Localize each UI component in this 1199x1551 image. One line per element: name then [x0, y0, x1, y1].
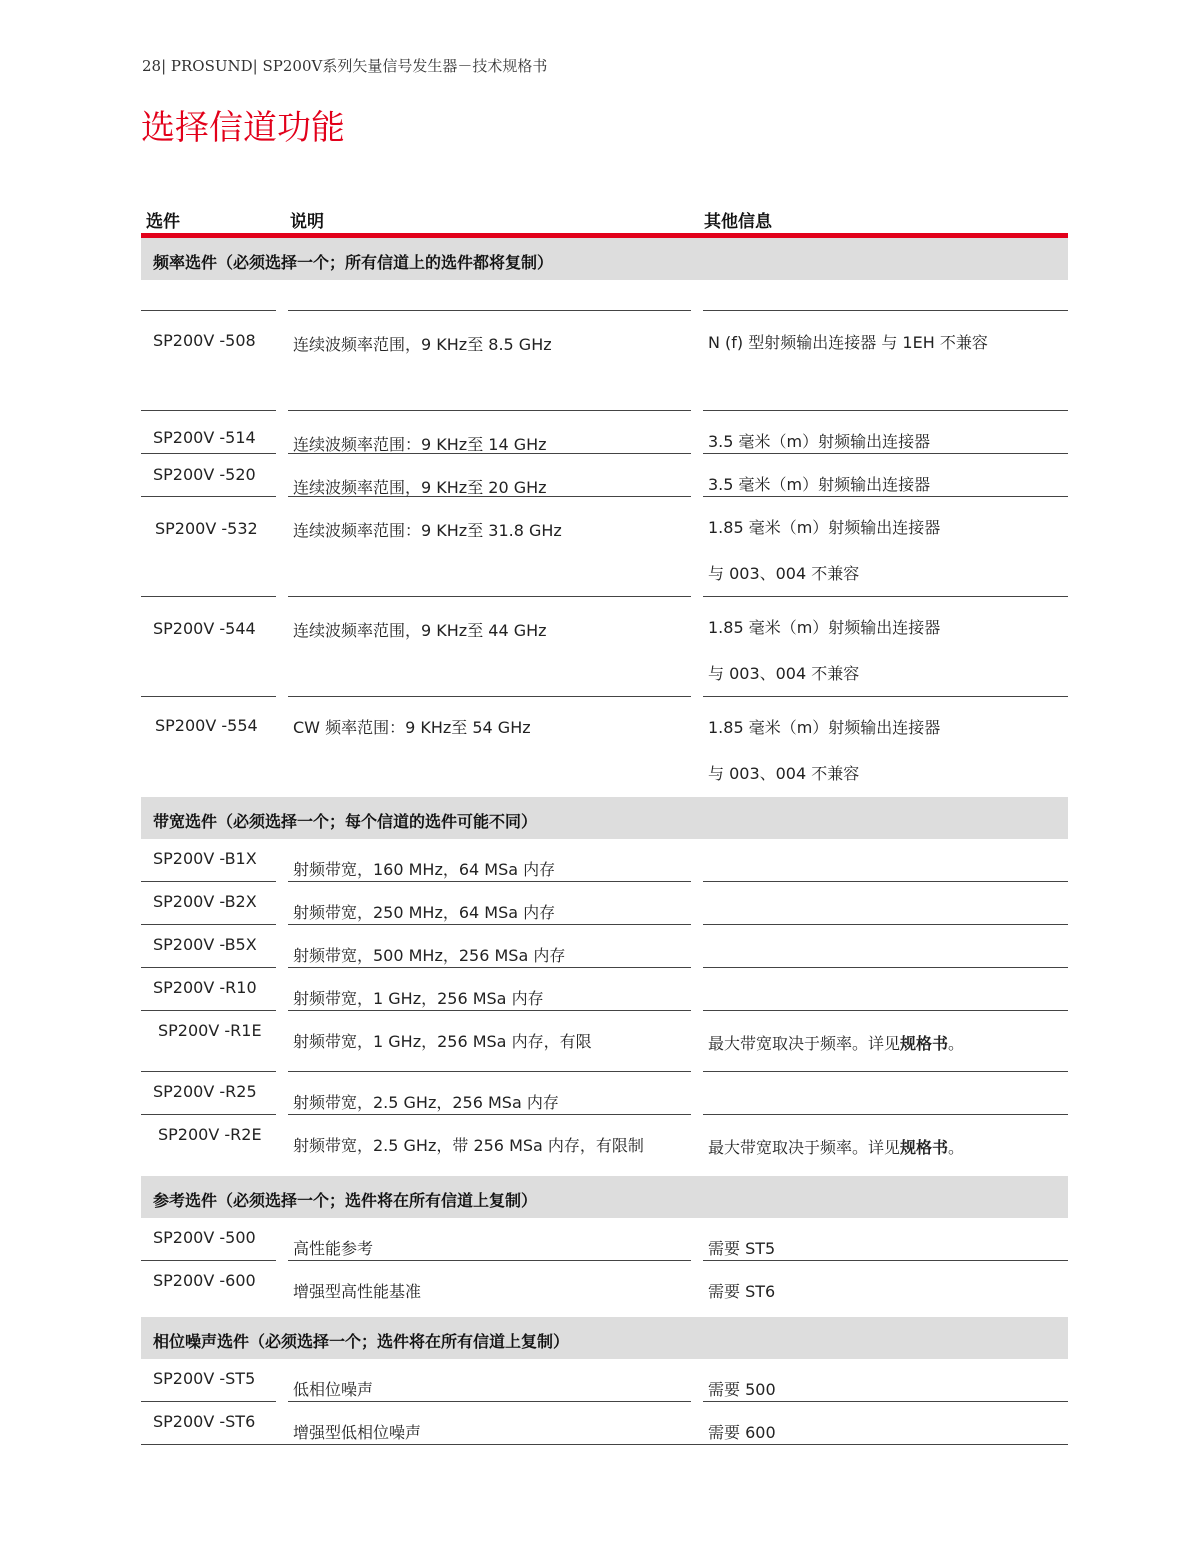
category-label: 参考选件（必须选择一个；选件将在所有信道上复制）	[153, 1191, 538, 1210]
option-description: 连续波频率范围：9 KHz至 31.8 GHz	[293, 521, 562, 540]
page-header: 28| PROSUND| SP200V系列矢量信号发生器－技术规格书	[142, 57, 548, 75]
option-description: 射频带宽，250 MHz，64 MSa 内存	[293, 903, 556, 922]
option-code: SP200V -520	[153, 465, 256, 484]
option-description: CW 频率范围：9 KHz至 54 GHz	[293, 718, 531, 737]
option-info: 1.85 毫米（m）射频输出连接器	[708, 618, 941, 637]
option-code: SP200V -R2E	[158, 1125, 262, 1144]
option-info: 3.5 毫米（m）射频输出连接器	[708, 432, 931, 451]
column-header-other-info: 其他信息	[704, 212, 772, 232]
option-code: SP200V -500	[153, 1228, 256, 1247]
column-header-description: 说明	[290, 212, 324, 232]
option-code: SP200V -514	[153, 428, 256, 447]
option-description: 连续波频率范围，9 KHz至 8.5 GHz	[293, 335, 552, 354]
option-description: 连续波频率范围：9 KHz至 14 GHz	[293, 435, 547, 454]
option-info-note: 与 003、004 不兼容	[708, 564, 860, 583]
category-reference-options	[141, 1176, 1068, 1218]
option-code: SP200V -544	[153, 619, 256, 638]
option-info: 3.5 毫米（m）射频输出连接器	[708, 475, 931, 494]
option-code: SP200V -ST6	[153, 1412, 256, 1431]
option-code: SP200V -532	[155, 519, 258, 538]
option-info: 最大带宽取决于频率。详见规格书。	[708, 1034, 965, 1053]
option-code: SP200V -B2X	[153, 892, 257, 911]
option-info: 1.85 毫米（m）射频输出连接器	[708, 718, 941, 737]
option-code: SP200V -ST5	[153, 1369, 256, 1388]
option-description: 增强型低相位噪声	[293, 1423, 422, 1442]
option-code: SP200V -B5X	[153, 935, 257, 954]
option-description: 射频带宽，2.5 GHz，带 256 MSa 内存，有限制	[293, 1136, 644, 1155]
option-info: 最大带宽取决于频率。详见规格书。	[708, 1138, 965, 1157]
option-info: 1.85 毫米（m）射频输出连接器	[708, 518, 941, 537]
option-info: N (f) 型射频输出连接器 与 1EH 不兼容	[708, 333, 988, 352]
option-info: 需要 ST5	[708, 1239, 776, 1258]
column-header-option: 选件	[146, 212, 180, 232]
option-code: SP200V -R1E	[158, 1021, 262, 1040]
option-description: 高性能参考	[293, 1239, 374, 1258]
option-description: 连续波频率范围，9 KHz至 20 GHz	[293, 478, 547, 497]
spec-sheet-reference: 规格书	[900, 1138, 949, 1157]
option-code: SP200V -R10	[153, 978, 257, 997]
category-phase-noise-options	[141, 1317, 1068, 1359]
option-description: 射频带宽，1 GHz，256 MSa 内存	[293, 989, 544, 1008]
option-code: SP200V -R25	[153, 1082, 257, 1101]
option-info: 需要 600	[708, 1423, 776, 1442]
page-title: 选择信道功能	[141, 108, 345, 148]
category-frequency-options	[141, 238, 1068, 280]
option-code: SP200V -554	[155, 716, 258, 735]
category-bandwidth-options	[141, 797, 1068, 839]
option-info: 需要 500	[708, 1380, 776, 1399]
option-description: 射频带宽，1 GHz，256 MSa 内存，有限	[293, 1032, 592, 1051]
option-code: SP200V -600	[153, 1271, 256, 1290]
option-info-note: 与 003、004 不兼容	[708, 764, 860, 783]
category-label: 带宽选件（必须选择一个；每个信道的选件可能不同）	[153, 812, 538, 831]
option-description: 射频带宽，160 MHz，64 MSa 内存	[293, 860, 556, 879]
option-description: 射频带宽，2.5 GHz，256 MSa 内存	[293, 1093, 559, 1112]
option-description: 增强型高性能基准	[293, 1282, 422, 1301]
option-code: SP200V -B1X	[153, 849, 257, 868]
category-label: 频率选件（必须选择一个；所有信道上的选件都将复制）	[153, 253, 554, 272]
option-info: 需要 ST6	[708, 1282, 776, 1301]
option-info-note: 与 003、004 不兼容	[708, 664, 860, 683]
option-description: 低相位噪声	[293, 1380, 374, 1399]
option-description: 射频带宽，500 MHz，256 MSa 内存	[293, 946, 566, 965]
option-code: SP200V -508	[153, 331, 256, 350]
spec-sheet-reference: 规格书	[900, 1034, 949, 1053]
category-label: 相位噪声选件（必须选择一个；选件将在所有信道上复制）	[153, 1332, 570, 1351]
option-description: 连续波频率范围，9 KHz至 44 GHz	[293, 621, 547, 640]
